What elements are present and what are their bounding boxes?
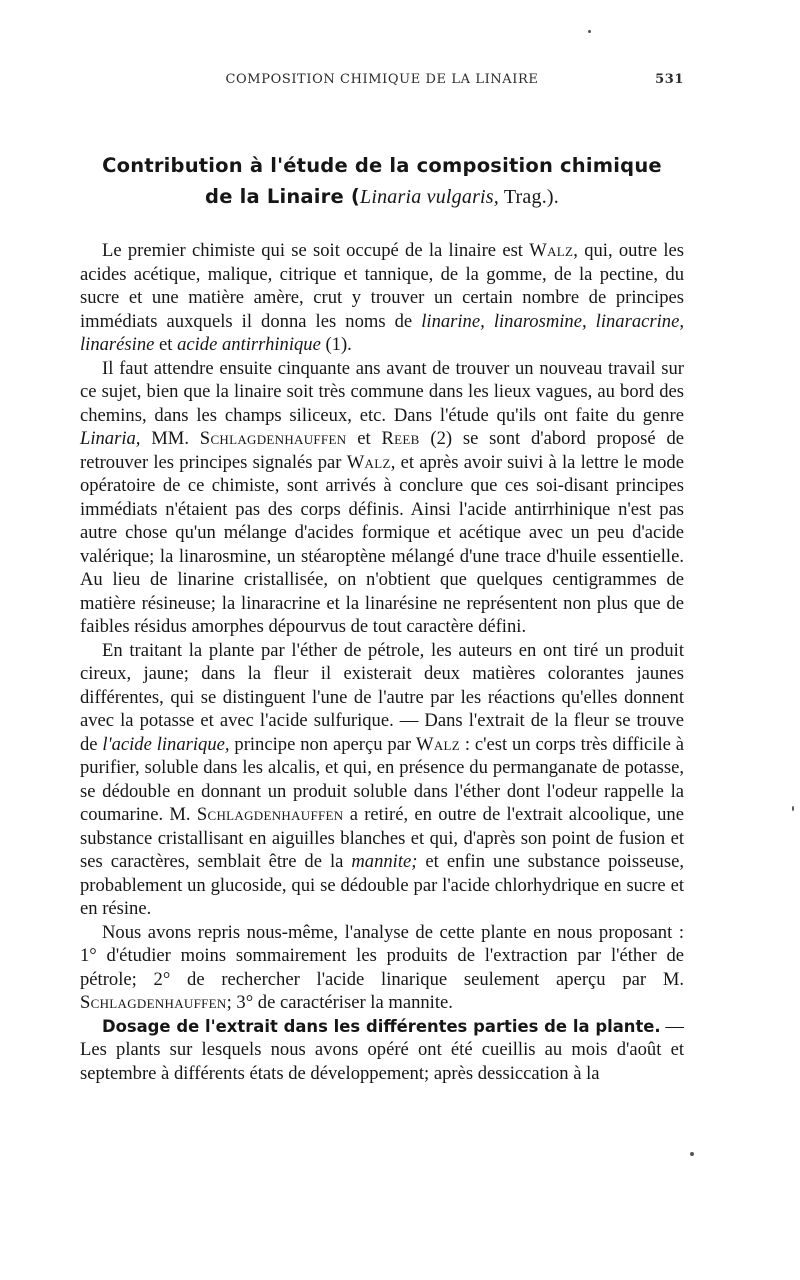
print-speck	[792, 806, 794, 811]
text-run: En traitant la plante par l'éther de pétrole, les auteurs en ont tiré un produit cireux, jaune; dans la fleur il existerait deux matières colorantes jaunes différentes, qui se distinguent l'une de l'autre par les réactions qu'elles donnent avec la potasse et avec l'acide sulfurique. — Dans l'extrait de la fleur se trouve de	[80, 639, 684, 755]
print-speck	[690, 1152, 694, 1156]
running-head	[80, 72, 684, 94]
paragraph-5	[80, 1015, 684, 1086]
text-run: , et après avoir suivi à la lettre le mode opératoire de ce chimiste, sont arrivés à conclure que ces soi-disant principes immédiats n'étaient pas des corps définis. Ainsi l'acide antirrhinique n'est pas autre chose qu'un mélange d'acides formique et acétique avec un peu d'acide valérique; la linarosmine, un stéaroptène mélangé d'une trace d'huile essentielle. Au lieu de linarine cristallisée, on n'obtient que quelques centigrammes de matière résineuse; la linaracrine et la linarésine ne représentent non plus que de faibles résidus amorphes dépourvus de tout caractère défini.	[80, 451, 684, 637]
section-run-in-heading: Dosage de l'extrait dans les différentes parties de la plante.	[102, 1016, 661, 1036]
text-run: et	[154, 334, 178, 355]
article-body	[80, 239, 684, 1085]
title-line-2	[80, 181, 684, 213]
text-run: — Les plants sur lesquels nous avons opéré ont été cueillis au mois d'août et septembre à différents états de développement; après dessiccation à la	[80, 1015, 684, 1084]
text-run: MM.	[140, 428, 200, 449]
author-name: Walz	[529, 240, 574, 261]
paragraph-1	[80, 239, 684, 357]
author-name: Walz	[415, 733, 461, 755]
italic-term: linarosmine, linaracrine, linarésine	[80, 310, 684, 355]
italic-term: Linaria,	[80, 428, 141, 449]
text-run: : c'est un corps très difficile à purifier, soluble dans les alcalis, et qui, en présence du permanganate de potasse, se dédouble en donnant un produit soluble dans l'éther dont l'odeur rappelle la coumarine. M.	[80, 733, 684, 825]
author-name: Reeb	[381, 428, 420, 449]
text-run	[485, 311, 494, 332]
text-run: , qui, outre les acides acétique, malique, citrique et tannique, de la gomme, de la pectine, du sucre et une matière amère, crut y trouver un certain nombre de principes immédiats auxquels il donna les noms de	[80, 240, 684, 332]
print-speck	[588, 30, 591, 33]
text-run: a retiré, en outre de l'extrait alcoolique, une substance cristallisant en aiguilles blanches et qui, d'après son point de fusion et ses caractères, semblait être de la	[80, 804, 684, 872]
author-name: Walz	[346, 451, 391, 473]
author-name: Schlagdenhauffen	[80, 992, 227, 1013]
page-number: 531	[655, 72, 684, 87]
italic-term: acide antirrhinique	[177, 334, 321, 355]
text-run: Nous avons repris nous-même, l'analyse de cette plante en nous proposant : 1° d'étudier moins sommairement les produits de l'extraction par l'éther de pétrole; 2° de rechercher l'acide linarique seulement aperçu par M.	[80, 921, 684, 990]
title-latin-name: Linaria vulgaris,	[360, 186, 499, 208]
paragraph-3	[80, 639, 684, 921]
text-run: (2) se sont d'abord proposé de retrouver les principes signalés par	[80, 428, 685, 473]
italic-term: l'acide linarique,	[102, 733, 230, 755]
title-line-2-prefix: de la Linaire (	[205, 185, 361, 208]
text-run: ; 3° de caractériser la mannite.	[226, 992, 453, 1013]
paragraph-2	[80, 357, 684, 639]
title-line-2-suffix: Trag.).	[499, 186, 559, 208]
title-line-1: Contribution à l'étude de la composition chimique	[102, 154, 662, 177]
text-run: Le premier chimiste qui se soit occupé de la linaire est	[102, 240, 530, 261]
text-run: et	[346, 428, 382, 449]
article-title	[80, 150, 684, 213]
footnote-ref: (1).	[320, 334, 352, 355]
italic-term: mannite;	[351, 851, 418, 872]
page	[80, 72, 684, 1085]
text-run: principe non aperçu par	[229, 733, 416, 755]
text-run: Il faut attendre ensuite cinquante ans avant de trouver un nouveau travail sur ce sujet, bien que la linaire soit très commune dans les lieux vagues, au bord des chemins, dans les champs siliceux, etc. Dans l'étude qu'ils ont faite du genre	[80, 357, 684, 426]
paragraph-4	[80, 921, 684, 1015]
author-name: Schlagdenhauffen	[199, 428, 347, 449]
text-run: et enfin une substance poisseuse, probablement un glucoside, qui se dédouble par l'acide chlorhydrique en sucre et en résine.	[80, 851, 684, 919]
author-name: Schlagdenhauffen	[196, 804, 344, 825]
running-title: COMPOSITION CHIMIQUE DE LA LINAIRE	[225, 72, 539, 87]
italic-term: linarine,	[421, 310, 485, 332]
